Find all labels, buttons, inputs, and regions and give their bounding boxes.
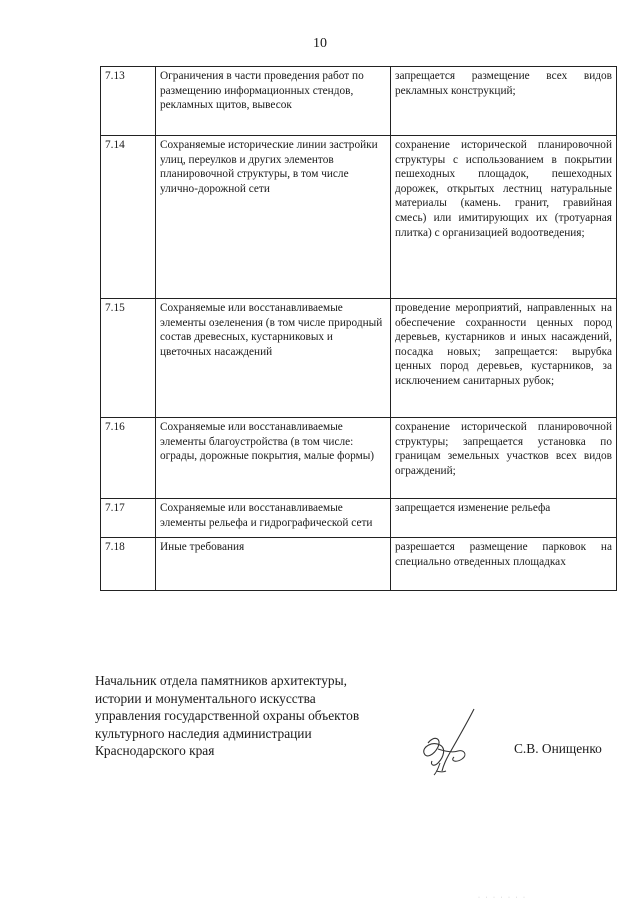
row-number: 7.18 <box>101 538 156 591</box>
row-requirement: запрещается изменение рельефа <box>391 499 617 538</box>
row-number: 7.14 <box>101 136 156 299</box>
row-name: Ограничения в части проведения работ по размещению информационных стендов, рекламных щитов, вывесок <box>156 67 391 136</box>
row-name: Сохраняемые или восстанавливаемые элементы озеленения (в том числе природный состав древесных, кустарниковых и цветочных насаждений <box>156 299 391 418</box>
position-line: культурного наследия администрации <box>95 725 312 741</box>
signer-name: С.В. Онищенко <box>514 741 602 756</box>
table-row <box>101 538 617 591</box>
signatory-position <box>95 672 405 760</box>
handwritten-signature <box>412 705 492 780</box>
table-row <box>101 136 617 299</box>
table-row <box>101 67 617 136</box>
scan-artifact: · · · · · · · <box>478 895 527 901</box>
row-name: Сохраняемые или восстанавливаемые элементы рельефа и гидрографической сети <box>156 499 391 538</box>
page-number: 10 <box>313 36 327 51</box>
row-number: 7.13 <box>101 67 156 136</box>
row-name: Иные требования <box>156 538 391 591</box>
row-name: Сохраняемые или восстанавливаемые элементы благоустройства (в том числе: ограды, дорожные покрытия, малые формы) <box>156 418 391 499</box>
row-requirement: сохранение исторической планировочной структуры; запрещается установка по границам земельных участков всех видов ограждений; <box>391 418 617 499</box>
row-number: 7.16 <box>101 418 156 499</box>
table-row <box>101 418 617 499</box>
table-row <box>101 499 617 538</box>
requirements-table <box>100 66 617 591</box>
row-name: Сохраняемые исторические линии застройки улиц, переулков и других элементов планировочной структуры, в том числе улично-дорожной сети <box>156 136 391 299</box>
row-requirement: запрещается размещение всех видов рекламных конструкций; <box>391 67 617 136</box>
row-number: 7.15 <box>101 299 156 418</box>
row-requirement: сохранение исторической планировочной структуры с использованием в покрытии пешеходных площадок, пешеходных дорожек, открытых лестниц натуральные материалы (камень. гранит, гравийная смесь) или имитирующих их (тротуарная плитка) с организацией водоотведения; <box>391 136 617 299</box>
table-row <box>101 299 617 418</box>
position-line: Начальник отдела памятников архитектуры, <box>95 673 347 688</box>
position-line: истории и монументального искусства <box>95 690 316 706</box>
row-requirement: проведение мероприятий, направленных на обеспечение сохранности ценных пород деревьев, кустарников и иных насаждений, посадка новых; запрещается: вырубка ценных пород деревьев, кустарников, за исключением санитарных рубок; <box>391 299 617 418</box>
position-line: управления государственной охраны объектов <box>95 708 360 724</box>
position-line: Краснодарского края <box>95 743 215 759</box>
row-number: 7.17 <box>101 499 156 538</box>
row-requirement: разрешается размещение парковок на специально отведенных площадках <box>391 538 617 591</box>
